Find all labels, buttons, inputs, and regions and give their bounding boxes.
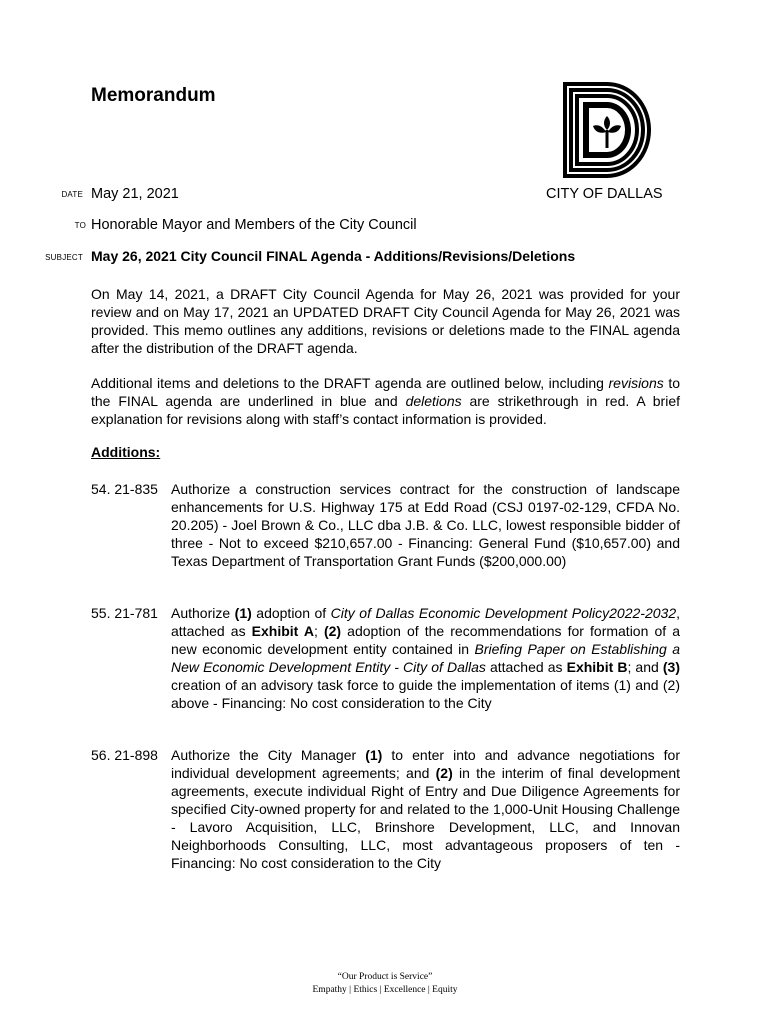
memo-subject: May 26, 2021 City Council FINAL Agenda - Additions/Revisions/Deletions (91, 248, 576, 264)
city-of-dallas-logo-icon (563, 82, 651, 178)
explanation-text-3: are strikethrough in red. A brief explanation for revisions along with staff’s contact information is provided. (91, 393, 681, 427)
item-text: ; and (627, 659, 663, 675)
briefing-paper-title: Briefing Paper on Establishing a New Economic Development Entity - City of Dallas (171, 641, 680, 675)
item-text: attached as (485, 659, 567, 675)
exhibit-b: Exhibit B (566, 659, 628, 675)
date-label: DATE (61, 190, 83, 199)
footer-slogan: “Our Product is Service” (337, 972, 433, 982)
agenda-item-55 (91, 604, 680, 712)
agenda-item-56 (91, 746, 680, 872)
item-text: Authorize (171, 605, 235, 621)
memo-recipient: Honorable Mayor and Members of the City Council (91, 217, 417, 233)
explanation-paragraph (91, 374, 680, 428)
exhibit-a: Exhibit A (251, 623, 314, 639)
item-text: , attached as (171, 605, 680, 639)
item-bold: (2) (323, 623, 342, 639)
item-text: in the interim of final development agreements, execute individual Right of Entry and Due Diligence Agreements for specified City-owned property for and related to the 1,000-Unit Housing Challenge - Lavoro Acquisition, LLC, Brinshore Development, LLC, and Innovan Neighborhoods Consulting, LLC, most advantageous proposers of ten - Financing: No cost consideration to the City (171, 765, 680, 871)
deletions-term: deletions (405, 393, 462, 409)
agenda-item-number: 54. 21-835 (91, 481, 158, 497)
agenda-item-text (171, 604, 680, 712)
agenda-item-54 (91, 480, 680, 570)
explanation-text-1: Additional items and deletions to the DRAFT agenda are outlined below, including (91, 375, 609, 391)
item-text: to enter into and advance negotiations for individual development agreements; and (171, 747, 681, 781)
intro-paragraph: On May 14, 2021, a DRAFT City Council Agenda for May 26, 2021 was provided for your review and on May 17, 2021 an UPDATED DRAFT City Council Agenda for May 26, 2021 was provided. This memo outlines any additions, revisions or deletions made to the FINAL agenda after the distribution of the DRAFT agenda. (91, 286, 680, 356)
item-bold: (2) (435, 765, 453, 781)
item-text: adoption of the recommendations for formation of a new economic development entity contained in (171, 623, 680, 657)
revisions-term: revisions (608, 375, 664, 391)
item-bold: (3) (662, 659, 680, 675)
item-text: Authorize the City Manager (171, 747, 366, 763)
agenda-item-number: 56. 21-898 (91, 747, 158, 763)
footer-values: Empathy | Ethics | Excellence | Equity (312, 985, 458, 995)
policy-title: City of Dallas Economic Development Policy2022-2032 (330, 605, 677, 621)
item-text: creation of an advisory task force to guide the implementation of items (1) and (2) above - Financing: No cost consideration to the City (171, 677, 680, 711)
subject-label: SUBJECT (45, 253, 83, 262)
to-label: TO (74, 221, 86, 230)
city-name: CITY OF DALLAS (546, 186, 663, 202)
agenda-item-number: 55. 21-781 (91, 605, 158, 621)
additions-heading: Additions: (91, 444, 161, 460)
agenda-item-text (171, 746, 680, 872)
item-bold: (1) (234, 605, 252, 621)
agenda-item-text: Authorize a construction services contract for the construction of landscape enhancements for U.S. Highway 175 at Edd Road (CSJ 0197-02-129, CFDA No. 20.205) - Joel Brown & Co., LLC dba J.B. & Co. LLC, lowest responsible bidder of three - Not to exceed $210,657.00 - Financing: General Fund ($10,657.00) and Texas Department of Transportation Grant Funds ($200,000.00) (171, 481, 680, 569)
item-bold: (1) (365, 747, 383, 763)
item-text: ; (314, 623, 324, 639)
memo-title: Memorandum (91, 85, 216, 106)
item-text: adoption of (251, 605, 331, 621)
explanation-text-2: to the FINAL agenda are underlined in blue and (91, 375, 680, 409)
memo-date: May 21, 2021 (91, 186, 179, 202)
